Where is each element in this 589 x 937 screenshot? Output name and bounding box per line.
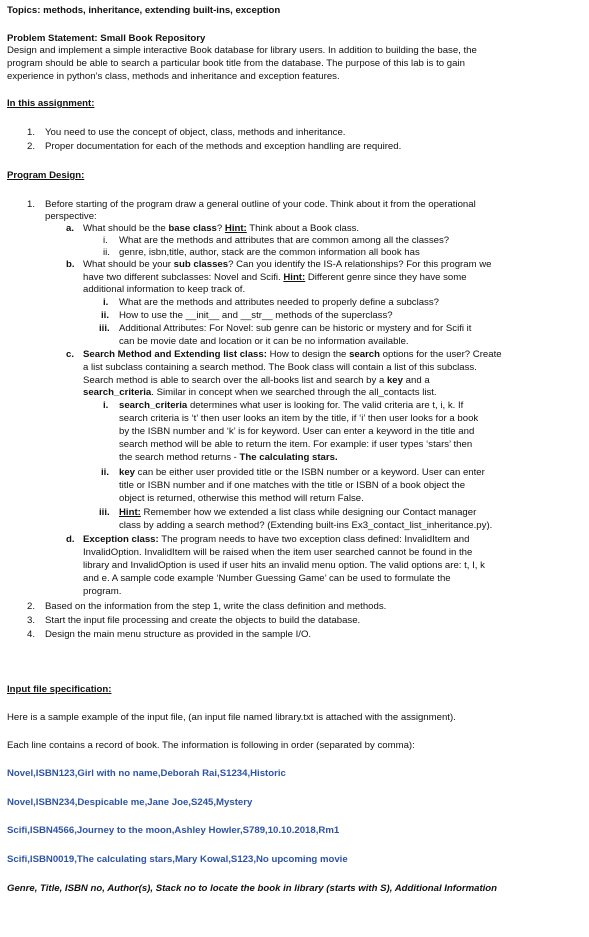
substep-c-line: search_criteria. Similar in concept when we searched through the all_contacts list. <box>83 387 437 398</box>
substep-d-line: program. <box>83 586 122 597</box>
sample-record: Scifi,ISBN0019,The calculating stars,Mary Kowal,S123,No upcoming movie <box>7 854 348 865</box>
roman-number: ii. <box>103 247 110 258</box>
input-spec-heading: Input file specification: <box>7 684 112 695</box>
step-text: Design the main menu structure as provided in the sample I/O. <box>45 629 312 640</box>
input-spec-order: Each line contains a record of book. The information is following in order (separated by comma): <box>7 740 415 751</box>
substep-d-line: and e. A sample code example ‘Number Guessing Game’ can be used to formulate the <box>83 573 451 584</box>
roman-text: search_criteria determines what user is looking for. The valid criteria are t, i, k. If <box>119 400 464 411</box>
substep-c-line: a list subclass containing a search method. The Book class will contain a list of this subclass. <box>83 362 477 373</box>
substep-marker-a: a. <box>66 223 75 234</box>
substep-d-line: library and InvalidOption is used if user hits an invalid menu option. The valid options are: t, I, k <box>83 560 485 571</box>
topics-heading: Topics: methods, inheritance, extending built-ins, exception <box>7 5 281 16</box>
step-text: Based on the information from the step 1, write the class definition and methods. <box>45 601 387 612</box>
sample-record: Novel,ISBN123,Girl with no name,Deborah Rai,S1234,Historic <box>7 768 286 779</box>
roman-number: ii. <box>101 467 109 478</box>
sample-record: Scifi,ISBN4566,Journey to the moon,Ashley Howler,S789,10.10.2018,Rm1 <box>7 825 340 836</box>
step-number: 1. <box>27 199 36 210</box>
assignment-item-number: 1. <box>27 127 36 138</box>
record-format: Genre, Title, ISBN no, Author(s), Stack no to locate the book in library (starts with S), Additional Information <box>7 883 498 894</box>
roman-text: key can be either user provided title or the ISBN number or a keyword. User can enter <box>119 467 485 478</box>
roman-text: by the ISBN number and ‘k’ is for keyword. User can enter a keyword in the title and <box>119 426 475 437</box>
input-spec-intro: Here is a sample example of the input file, (an input file named library.txt is attached with the assignment). <box>7 712 456 723</box>
roman-text: How to use the __init__ and __str__ methods of the superclass? <box>119 310 393 321</box>
roman-number: i. <box>103 400 109 411</box>
roman-number: iii. <box>99 323 110 334</box>
problem-statement-title: Problem Statement: Small Book Repository <box>7 33 206 44</box>
assignment-item-text: You need to use the concept of object, class, methods and inheritance. <box>45 127 346 138</box>
roman-text: Additional Attributes: For Novel: sub genre can be historic or mystery and for Scifi it <box>119 323 472 334</box>
roman-number: ii. <box>101 310 109 321</box>
roman-text: What are the methods and attributes that are common among all the classes? <box>119 235 450 246</box>
roman-text: search criteria is ‘t’ then user looks an item by the title, if ‘i’ then user looks for a book <box>119 413 479 424</box>
substep-c-line: Search Method and Extending list class: How to design the search options for the user? Create <box>83 349 502 360</box>
sample-record: Novel,ISBN234,Despicable me,Jane Joe,S245,Mystery <box>7 797 253 808</box>
problem-line-2: program should be able to search a particular book title from the database. The purpose of this lab is to gain <box>7 58 465 69</box>
step-text: Start the input file processing and create the objects to build the database. <box>45 615 361 626</box>
roman-number: i. <box>103 297 109 308</box>
substep-b-line: have two different subclasses: Novel and Scifi. Hint: Different genre since they have some <box>83 272 467 283</box>
assignment-item-text: Proper documentation for each of the methods and exception handling are required. <box>45 141 402 152</box>
roman-text: Hint: Remember how we extended a list class while designing our Contact manager <box>119 507 477 518</box>
step-number: 2. <box>27 601 36 612</box>
roman-text: can be movie date and location or it can be no information available. <box>119 336 409 347</box>
roman-text: title or ISBN number and if one matches with the title or ISBN of a book object the <box>119 480 466 491</box>
roman-text: object is returned, otherwise this method will return False. <box>119 493 364 504</box>
roman-text: the search method returns - The calculating stars. <box>119 452 338 463</box>
roman-text: genre, isbn,title, author, stack are the common information all book has <box>119 247 420 258</box>
substep-d-line: InvalidOption. InvalidItem will be raised when the item user searched cannot be found in the <box>83 547 473 558</box>
problem-line-3: experience in python’s class, methods and inheritance and exception features. <box>7 71 340 82</box>
substep-b-line: additional information to keep track of. <box>83 284 246 295</box>
roman-number: i. <box>103 235 108 246</box>
step-number: 3. <box>27 615 36 626</box>
step-number: 4. <box>27 629 36 640</box>
substep-b-line: What should be your sub classes? Can you identify the IS-A relationships? For this program we <box>83 259 492 270</box>
step1-line: perspective: <box>45 211 97 222</box>
roman-number: iii. <box>99 507 110 518</box>
substep-a-text: What should be the base class? Hint: Think about a Book class. <box>83 223 360 234</box>
roman-text: What are the methods and attributes needed to properly define a subclass? <box>119 297 439 308</box>
substep-c-line: Search method is able to search over the all-books list and search by a key and a <box>83 375 430 386</box>
assignment-item-number: 2. <box>27 141 36 152</box>
roman-text: search method will be able to return the item. For example: if user types ‘stars’ then <box>119 439 473 450</box>
substep-marker-d: d. <box>66 534 75 545</box>
substep-marker-b: b. <box>66 259 75 270</box>
problem-line-1: Design and implement a simple interactive Book database for library users. In addition to building the base, the <box>7 45 477 56</box>
program-design-heading: Program Design: <box>7 170 85 181</box>
roman-text: class by adding a search method? (Extending built-ins Ex3_contact_list_inheritance.py). <box>119 520 493 531</box>
step1-line: Before starting of the program draw a general outline of your code. Think about it from the operational <box>45 199 476 210</box>
assignment-heading: In this assignment: <box>7 98 95 109</box>
substep-d-line: Exception class: The program needs to have two exception class defined: InvalidItem and <box>83 534 470 545</box>
substep-marker-c: c. <box>66 349 75 360</box>
